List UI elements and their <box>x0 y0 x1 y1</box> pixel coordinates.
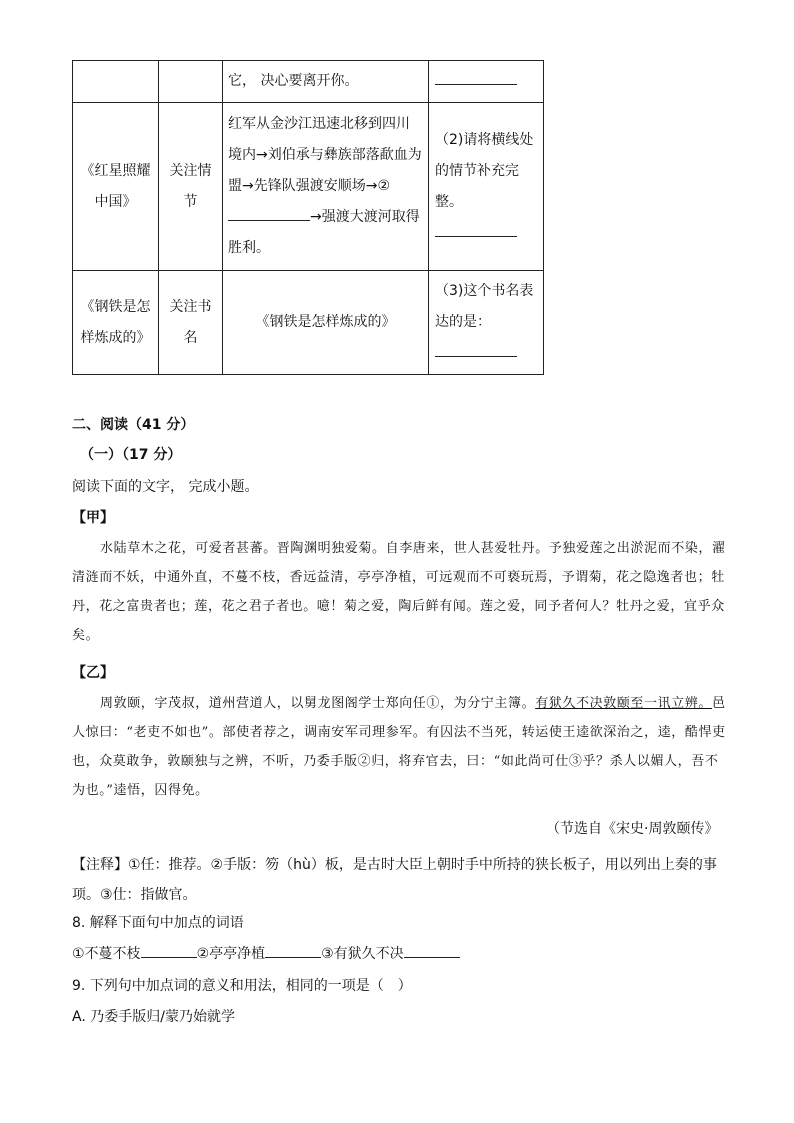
passage-label-yi: 【乙】 <box>72 665 114 681</box>
reading-table <box>72 60 544 375</box>
focus-cell <box>159 103 223 271</box>
book-cell <box>73 271 159 375</box>
source-citation: （节选自《宋史·周敦颐传》 <box>546 821 719 837</box>
content-cell <box>223 103 429 271</box>
book-title: 《钢铁是怎样炼成的》 <box>80 298 151 346</box>
question-8-stem: 8. 解释下面句中加点的词语 <box>72 915 244 931</box>
question-9-option-a[interactable]: A. 乃委手版归/蒙乃始就学 <box>72 1009 235 1025</box>
answer-blank[interactable] <box>435 70 517 85</box>
section-title: 二、阅读（41 分） <box>72 417 195 433</box>
book-title: 《红星照耀中国》 <box>80 162 151 210</box>
question-9-stem: 9. 下列句中加点词的意义和用法，相同的一项是（ ） <box>72 978 412 994</box>
question-item: ②亭亭净植 <box>196 946 266 962</box>
focus-label: 关注情节 <box>169 162 212 210</box>
passage-jia: 水陆草木之花，可爱者甚蕃。晋陶渊明独爱菊。自李唐来，世人甚爱牡丹。予独爱莲之出淤泥而不染，濯清涟而不妖，中通外直，不蔓不枝，香远益清，亭亭净植，可远观而不可亵玩焉，予谓菊，花之隐逸者也；牡丹，花之富贵者也；莲，花之君子者也。噫！菊之爱，陶后鲜有闻。莲之爱，同予者何人？牡丹之爱，宜乎众矣。 <box>72 541 726 643</box>
content-text: →强渡大渡河取得胜利。 <box>228 209 420 256</box>
question-item: ③有狱久不决 <box>321 946 404 962</box>
passage-text: 邑人惊曰：“老吏不如也”。部使者荐之，调南安军司理参军。有囚法不当死，转运使王逵欲深治之，逵，酷悍吏也，众莫敢争，敦颐独与之辨，不听，乃委手版②归，将弃官去，曰：“如此尚可仕③乎？杀人以媚人，吾不为也。”逵悟，囚得免。 <box>72 696 726 798</box>
content-text: 《钢铁是怎样炼成的》 <box>255 314 396 330</box>
passage-yi <box>72 689 732 805</box>
answer-blank[interactable] <box>435 342 517 357</box>
content-text: 红军从金沙江迅速北移到四川境内→刘伯承与彝族部落歃血为盟→先锋队强渡安顺场→② <box>228 116 422 194</box>
question-item: ①不蔓不枝 <box>72 946 141 962</box>
question-8-items <box>72 943 460 963</box>
table-row <box>73 271 544 375</box>
table-row <box>73 61 544 103</box>
task-text: （3)这个书名表达的是： <box>435 283 534 330</box>
content-text: 它， 决心要离开你。 <box>228 73 359 89</box>
answer-blank[interactable] <box>265 943 321 958</box>
book-cell <box>73 103 159 271</box>
content-cell <box>223 271 429 375</box>
sub-section-title: （一）（17 分） <box>80 447 182 463</box>
instruction-text: 阅读下面的文字， 完成小题。 <box>72 479 259 495</box>
answer-blank[interactable] <box>435 222 517 237</box>
passage-text: 周敦颐，字茂叔，道州营道人，以舅龙图阁学士郑向任①，为分宁主簿。 <box>100 696 536 711</box>
focus-cell <box>159 61 223 103</box>
passage-label-jia: 【甲】 <box>72 510 114 526</box>
table-row <box>73 103 544 271</box>
answer-blank[interactable] <box>228 206 310 221</box>
underlined-sentence: 有狱久不决敦颐至一讯立辨。 <box>535 696 713 711</box>
task-cell <box>429 271 544 375</box>
book-cell <box>73 61 159 103</box>
annotation-note: 【注释】①任：推荐。②手版：笏（hù）板，是古时大臣上朝时手中所持的狭长板子，用以列出上奏的事项。③仕：指做官。 <box>72 857 717 903</box>
content-cell <box>223 61 429 103</box>
answer-cell <box>429 61 544 103</box>
answer-blank[interactable] <box>141 943 197 958</box>
focus-label: 关注书名 <box>169 298 212 346</box>
answer-blank[interactable] <box>404 943 460 958</box>
focus-cell <box>159 271 223 375</box>
task-cell <box>429 103 544 271</box>
task-text: （2)请将横线处的情节补充完整。 <box>435 131 534 210</box>
